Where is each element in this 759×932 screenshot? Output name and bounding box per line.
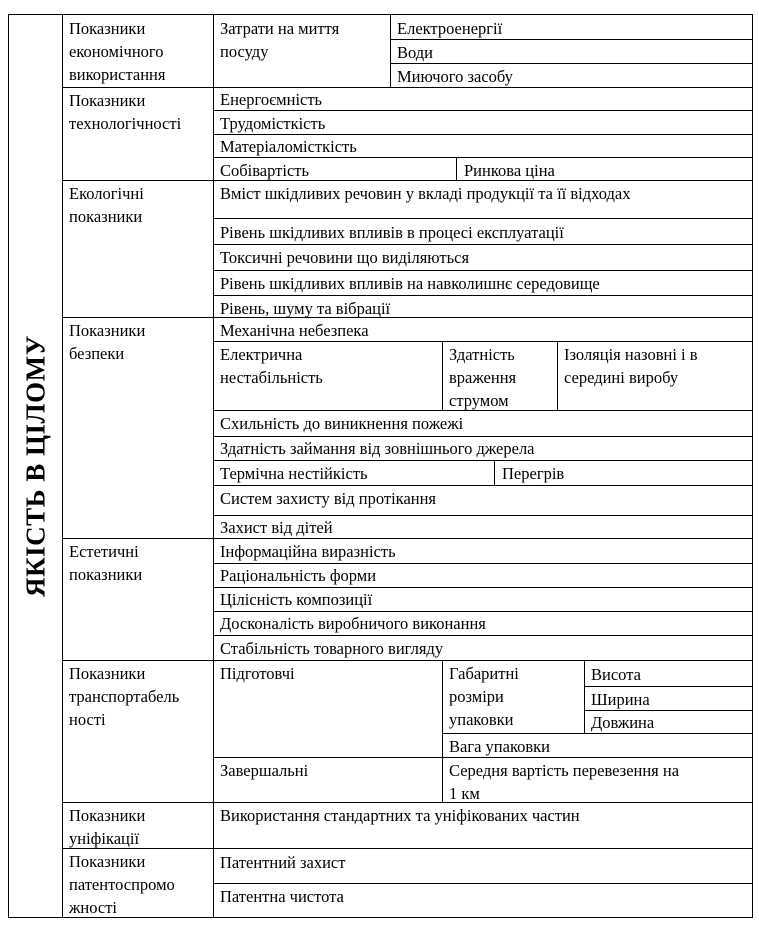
group-name-patent xyxy=(69,850,175,919)
cell-divider xyxy=(390,14,391,88)
item-electrical-instability xyxy=(220,343,323,389)
group-name-line: безпеки xyxy=(69,344,125,363)
group-name-line: Показники xyxy=(69,852,146,871)
item-insulation xyxy=(564,343,698,389)
item-detergent: Миючого засобу xyxy=(397,67,513,86)
item-harmful-substances: Вміст шкідливих речовин у вкладі продукції та її відходах xyxy=(220,184,631,203)
item-leak-protection: Систем захисту від протікання xyxy=(220,489,437,508)
item-patent-purity: Патентна чистота xyxy=(220,887,344,906)
side-title: ЯКІСТЬ В ЦІЛОМУ xyxy=(20,335,51,597)
row-divider xyxy=(213,218,753,219)
item-width: Ширина xyxy=(591,690,650,709)
item-electric-shock xyxy=(449,343,516,412)
item-material-intensity: Матеріаломісткість xyxy=(220,137,357,156)
row-divider xyxy=(213,270,753,271)
group-name-line: Естетичні xyxy=(69,542,139,561)
row-divider xyxy=(213,635,753,636)
group-name-safety xyxy=(69,319,145,365)
group-name-line: показники xyxy=(69,565,143,584)
item-info-expressiveness: Інформаційна виразність xyxy=(220,542,396,561)
item-line: Габаритні xyxy=(449,664,519,683)
item-form-rationality: Раціональність форми xyxy=(220,566,377,585)
item-preparatory: Підготовчі xyxy=(220,664,295,683)
item-height: Висота xyxy=(591,665,641,684)
item-package-weight: Вага упаковки xyxy=(449,737,551,756)
cell-divider xyxy=(456,157,457,181)
item-thermal-instability: Термічна нестійкість xyxy=(220,464,368,483)
group-name-line: ності xyxy=(69,710,106,729)
group-name-line: економічного xyxy=(69,42,164,61)
item-patent-protection: Патентний захист xyxy=(220,853,346,872)
item-composition-integrity: Цілісність композиції xyxy=(220,590,373,609)
item-mechanical-hazard: Механічна небезпека xyxy=(220,321,369,340)
cell-divider xyxy=(494,460,495,486)
item-electricity: Електроенергії xyxy=(397,19,503,38)
label-line: посуду xyxy=(220,42,269,61)
group-name-line: патентоспромо xyxy=(69,875,175,894)
item-line: 1 км xyxy=(449,784,480,803)
group-name-ecological xyxy=(69,182,144,228)
cell-divider xyxy=(584,660,585,734)
label-line: Затрати на миття xyxy=(220,19,340,38)
group-name-line: уніфікації xyxy=(69,829,140,848)
item-production-perfection: Досконалість виробничого виконання xyxy=(220,614,486,633)
item-noise-vibration: Рівень, шуму та вібрації xyxy=(220,299,391,318)
item-environment-impact: Рівень шкідливих впливів на навколишнє середовище xyxy=(220,274,600,293)
item-fire-tendency: Схильність до виникнення пожежі xyxy=(220,414,464,433)
item-line: середині виробу xyxy=(564,368,679,387)
item-final: Завершальні xyxy=(220,761,309,780)
item-child-protection: Захист від дітей xyxy=(220,518,333,537)
item-line: нестабільність xyxy=(220,368,323,387)
item-appearance-stability: Стабільність товарного вигляду xyxy=(220,639,444,658)
group-name-line: транспортабель xyxy=(69,687,180,706)
group-name-aesthetic xyxy=(69,540,142,586)
row-divider xyxy=(584,686,753,687)
item-operation-impact: Рівень шкідливих впливів в процесі експлуатації xyxy=(220,223,564,242)
group-separator xyxy=(62,660,753,661)
table-border-left xyxy=(8,14,9,918)
group-separator xyxy=(62,848,753,849)
group-separator xyxy=(62,180,753,181)
cell-divider xyxy=(442,341,443,411)
item-energy-intensity: Енергоємність xyxy=(220,90,323,109)
item-line: струмом xyxy=(449,391,509,410)
row-divider xyxy=(213,485,753,486)
item-market-price: Ринкова ціна xyxy=(464,161,555,180)
item-line: упаковки xyxy=(449,710,514,729)
item-external-ignition: Здатність займання від зовнішнього джерела xyxy=(220,439,535,458)
group-name-line: Показники xyxy=(69,664,146,683)
row-divider xyxy=(213,883,753,884)
row-divider xyxy=(390,63,753,64)
group-name-line: використання xyxy=(69,65,166,84)
group-name-line: Показники xyxy=(69,321,146,340)
item-line: враження xyxy=(449,368,517,387)
side-title-column-divider xyxy=(62,14,63,918)
washing-costs-label xyxy=(220,17,339,63)
table-border-right xyxy=(752,14,753,918)
group-name-line: Екологічні xyxy=(69,184,144,203)
item-standard-parts: Використання стандартних та уніфікованих частин xyxy=(220,806,580,825)
group-name-transport xyxy=(69,662,179,731)
group-separator xyxy=(62,317,753,318)
item-overheating: Перегрів xyxy=(502,464,565,483)
item-average-transport-cost xyxy=(449,759,679,805)
group-name-unification xyxy=(69,804,145,850)
group-name-line: жності xyxy=(69,898,118,917)
group-name-line: Показники xyxy=(69,19,146,38)
group-name-technological xyxy=(69,89,181,135)
item-line: розміри xyxy=(449,687,504,706)
item-line: Здатність xyxy=(449,345,515,364)
group-separator xyxy=(62,538,753,539)
table-border-top xyxy=(8,14,753,15)
item-water: Води xyxy=(397,43,434,62)
group-column-divider xyxy=(213,14,214,918)
item-toxic-emissions: Токсичні речовини що виділяються xyxy=(220,248,470,267)
item-labor-intensity: Трудомісткість xyxy=(220,114,326,133)
group-name-line: технологічності xyxy=(69,114,182,133)
cell-divider xyxy=(442,660,443,803)
item-package-dimensions xyxy=(449,662,519,731)
row-divider xyxy=(213,244,753,245)
group-name-line: Показники xyxy=(69,91,146,110)
item-line: Середня вартість перевезення на xyxy=(449,761,680,780)
group-name-economic xyxy=(69,17,165,86)
group-name-line: показники xyxy=(69,207,143,226)
item-line: Ізоляція назовні і в xyxy=(564,345,698,364)
row-divider xyxy=(213,295,753,296)
item-cost-price: Собівартість xyxy=(220,161,310,180)
cell-divider xyxy=(557,341,558,411)
item-length: Довжина xyxy=(591,713,655,732)
group-name-line: Показники xyxy=(69,806,146,825)
item-line: Електрична xyxy=(220,345,303,364)
row-divider xyxy=(213,460,753,461)
